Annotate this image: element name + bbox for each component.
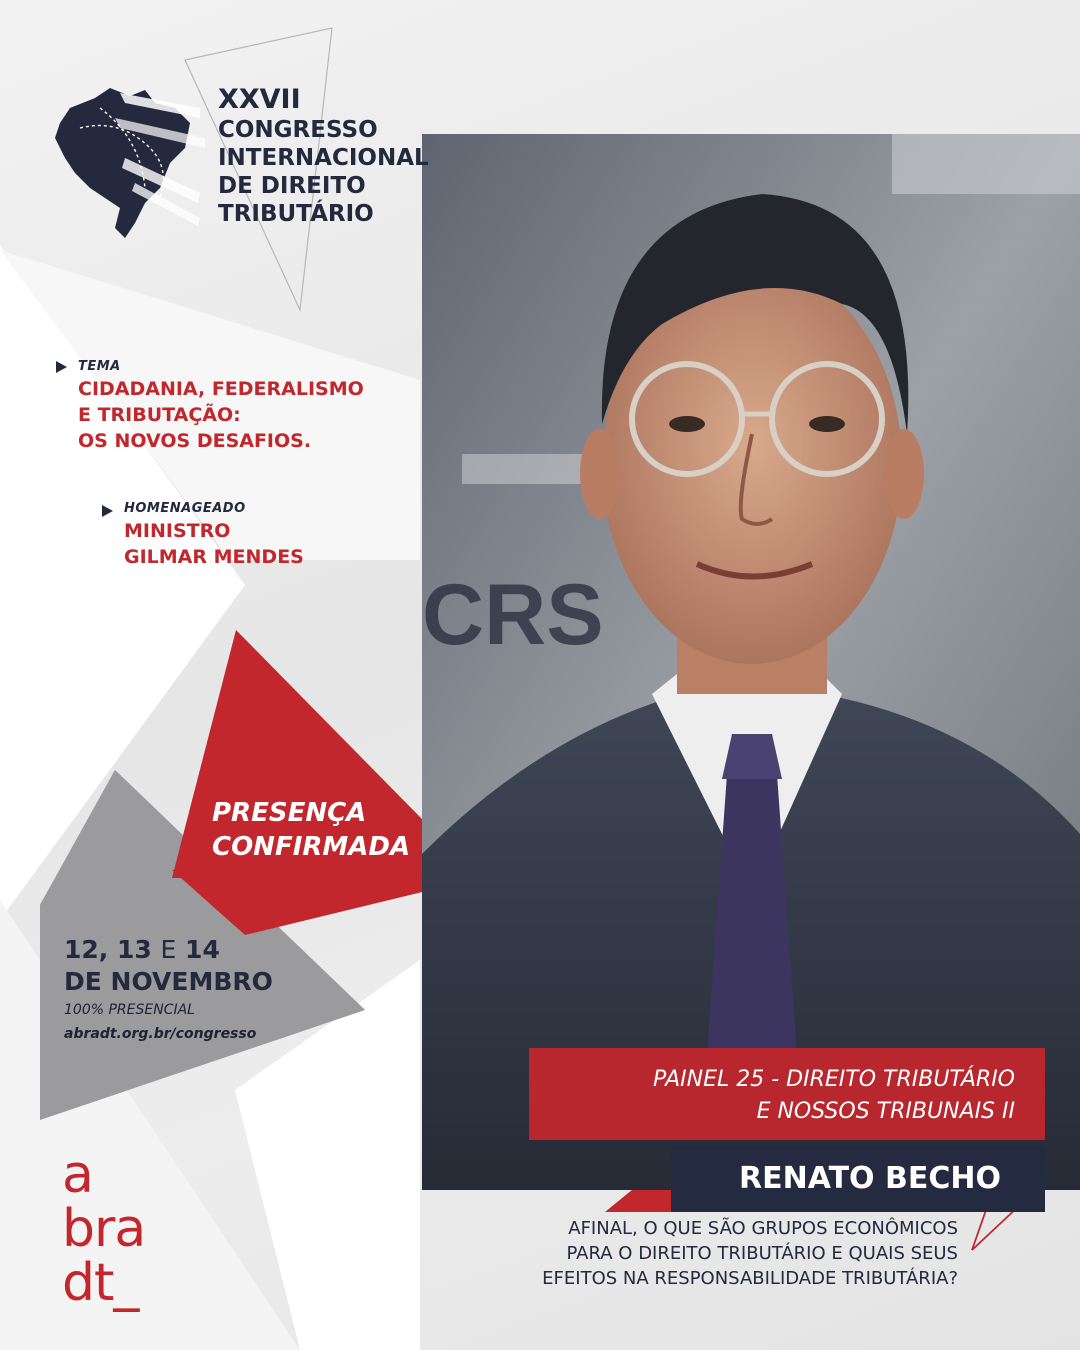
speaker-photo bbox=[422, 134, 1080, 1190]
abradt-line-2: bra bbox=[62, 1199, 146, 1259]
tema-text bbox=[78, 376, 364, 454]
event-title-line-4: TRIBUTÁRIO bbox=[218, 201, 374, 227]
event-title-line-2: INTERNACIONAL bbox=[218, 145, 429, 171]
abradt-line-3: dt_ bbox=[62, 1253, 139, 1313]
tema-label: TEMA bbox=[78, 359, 121, 374]
panel-line-1: PAINEL 25 - DIREITO TRIBUTÁRIO bbox=[652, 1067, 1015, 1092]
day-3: 14 bbox=[185, 935, 220, 964]
day-2: 13 bbox=[117, 935, 152, 964]
tema-block bbox=[56, 358, 67, 377]
homenageado-text bbox=[124, 518, 304, 570]
tema-line-1: CIDADANIA, FEDERALISMO bbox=[78, 378, 364, 400]
dates-month: DE NOVEMBRO bbox=[64, 967, 273, 996]
panel-line-2: E NOSSOS TRIBUNAIS II bbox=[756, 1099, 1015, 1124]
event-url-link[interactable]: abradt.org.br/congresso bbox=[64, 1026, 257, 1042]
event-mode: 100% PRESENCIAL bbox=[64, 1002, 195, 1018]
brazil-map-logo-icon bbox=[50, 78, 210, 243]
abradt-line-1: a bbox=[62, 1145, 93, 1205]
homenageado-line-2: GILMAR MENDES bbox=[124, 546, 304, 568]
dates-days bbox=[64, 934, 273, 966]
presenca-line-2: CONFIRMADA bbox=[212, 832, 411, 862]
topic-line-3: EFEITOS NA RESPONSABILIDADE TRIBUTÁRIA? bbox=[542, 1268, 958, 1289]
abradt-logo bbox=[62, 1145, 146, 1313]
day-1: 12 bbox=[64, 935, 99, 964]
event-number: XXVII bbox=[218, 84, 301, 115]
homenageado-label: HOMENAGEADO bbox=[124, 501, 246, 516]
tema-line-2: E TRIBUTAÇÃO: bbox=[78, 404, 241, 426]
event-title-line-3: DE DIREITO bbox=[218, 173, 366, 199]
speaker-name: RENATO BECHO bbox=[671, 1146, 1045, 1212]
panel-banner bbox=[529, 1048, 1045, 1140]
topic-line-2: PARA O DIREITO TRIBUTÁRIO E QUAIS SEUS bbox=[566, 1243, 958, 1264]
event-title-line-1: CONGRESSO bbox=[218, 117, 378, 143]
day-comma: , bbox=[98, 935, 109, 964]
svg-text:CRS: CRS bbox=[422, 567, 604, 663]
day-conj: E bbox=[160, 935, 177, 964]
tema-line-3: OS NOVOS DESAFIOS. bbox=[78, 430, 312, 452]
play-marker-icon bbox=[56, 361, 67, 373]
homenageado-line-1: MINISTRO bbox=[124, 520, 231, 542]
presenca-confirmada bbox=[212, 796, 410, 864]
play-marker-icon bbox=[102, 505, 113, 517]
talk-topic bbox=[420, 1216, 958, 1291]
speaker-portrait bbox=[422, 134, 1080, 1190]
homenageado-marker bbox=[102, 502, 113, 521]
event-title bbox=[218, 86, 429, 228]
topic-line-1: AFINAL, O QUE SÃO GRUPOS ECONÔMICOS bbox=[568, 1218, 958, 1239]
presenca-line-1: PRESENÇA bbox=[212, 798, 367, 828]
event-dates bbox=[64, 934, 273, 1046]
